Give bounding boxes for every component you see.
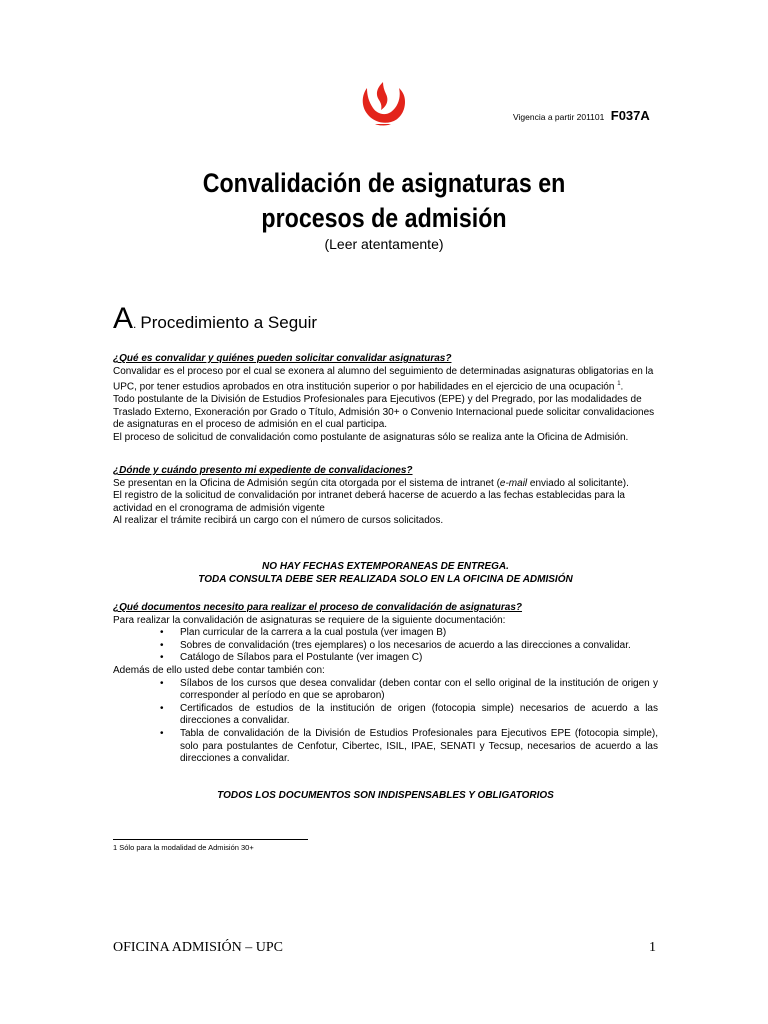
notice-line-1: NO HAY FECHAS EXTEMPORANEAS DE ENTREGA. <box>262 561 509 572</box>
q1-paragraph-3: El proceso de solicitud de convalidación como postulante de asignaturas sólo se realiza ante la Oficina de Admisión. <box>113 431 629 443</box>
q1-block <box>113 353 658 444</box>
q2-paragraph-1: Se presentan en la Oficina de Admisión según cita otorgada por el sistema de intranet (e-mail enviado al solicitante). <box>113 477 629 489</box>
deadline-notice <box>113 560 658 586</box>
section-label: Procedimiento a Seguir <box>140 313 318 332</box>
form-code: F037A <box>610 108 650 123</box>
mandatory-notice: TODOS LOS DOCUMENTOS SON INDISPENSABLES Y OBLIGATORIOS <box>217 790 554 801</box>
document-subtitle: (Leer atentamente) <box>324 236 444 252</box>
list-item: • Tabla de convalidación de la División de Estudios Profesionales para Ejecutivos EPE (fotocopia simple), solo para postulantes de Cenfotur, Cibertec, ISIL, IPAE, SENATI y Tecsup, necesarios de acuerdo a las direcciones a convalidar. <box>113 728 658 766</box>
footnote: 1 Sólo para la modalidad de Admisión 30+ <box>113 843 254 852</box>
title-line-2: procesos de admisión <box>261 203 507 233</box>
page-number: 1 <box>649 940 656 955</box>
q1-question: ¿Qué es convalidar y quiénes pueden solicitar convalidar asignaturas? <box>113 353 452 364</box>
upc-logo-icon <box>357 80 409 126</box>
q3-block <box>113 602 658 766</box>
section-heading <box>113 302 317 336</box>
q2-paragraph-2: El registro de la solicitud de convalidación por intranet deberá hacerse de acuerdo a las fechas establecidas para la actividad en el cronograma de admisión vigente <box>113 490 625 514</box>
list-item: • Certificados de estudios de la institución de origen (fotocopia simple) necesarios de acuerdo a las direcciones a convalidar. <box>113 703 658 728</box>
list-item: • Plan curricular de la carrera a la cual postula (ver imagen B) <box>113 627 658 640</box>
footer-office: OFICINA ADMISIÓN – UPC <box>113 940 283 955</box>
q1-paragraph-2: Todo postulante de la División de Estudios Profesionales para Ejecutivos (EPE) y del Pregrado, por las modalidades de Traslado Externo, Exoneración por Grado o Título, Admisión 30+ o Convenio Internacional puede solicitar convalidaciones de asignaturas en el proceso de admisión en el cual participa. <box>113 394 655 431</box>
section-dot: . <box>133 317 137 331</box>
q2-block <box>113 465 658 528</box>
q2-question: ¿Dónde y cuándo presento mi expediente de convalidaciones? <box>113 465 413 476</box>
q2-paragraph-3: Al realizar el trámite recibirá un cargo con el número de cursos solicitados. <box>113 515 444 527</box>
footnote-divider <box>113 839 308 840</box>
list-item: • Catálogo de Sílabos para el Postulante (ver imagen C) <box>113 652 658 665</box>
additional-documents-list <box>113 678 658 766</box>
q3-question: ¿Qué documentos necesito para realizar el proceso de convalidación de asignaturas? <box>113 602 523 613</box>
required-documents-list <box>113 627 658 665</box>
q1-paragraph-1: Convalidar es el proceso por el cual se exonera al alumno del seguimiento de determinadas asignaturas obligatorias en la UPC, por tener estudios aprobados en otra institución superior o por habilidades en el ejercicio de una ocupación $^1$. <box>113 365 654 393</box>
document-title <box>54 166 714 236</box>
list-item: • Sobres de convalidación (tres ejemplares) o los necesarios de acuerdo a las direcciones a convalidar. <box>113 640 658 653</box>
list-item: • Sílabos de los cursos que desea convalidar (deben contar con el sello original de la institución de origen y corresponder al período en que se aprobaron) <box>113 678 658 703</box>
notice-line-2: TODA CONSULTA DEBE SER REALIZADA SOLO EN LA OFICINA DE ADMISIÓN <box>198 574 573 585</box>
q3-intro: Para realizar la convalidación de asignaturas se requiere de la siguiente documentación: <box>113 614 506 626</box>
q3-intro-2: Además de ello usted debe contar también con: <box>113 664 325 676</box>
validity-label: Vigencia a partir 201101 <box>513 112 605 122</box>
title-line-1: Convalidación de asignaturas en <box>202 168 566 198</box>
validity-note <box>513 108 650 123</box>
section-letter: A <box>113 302 134 335</box>
